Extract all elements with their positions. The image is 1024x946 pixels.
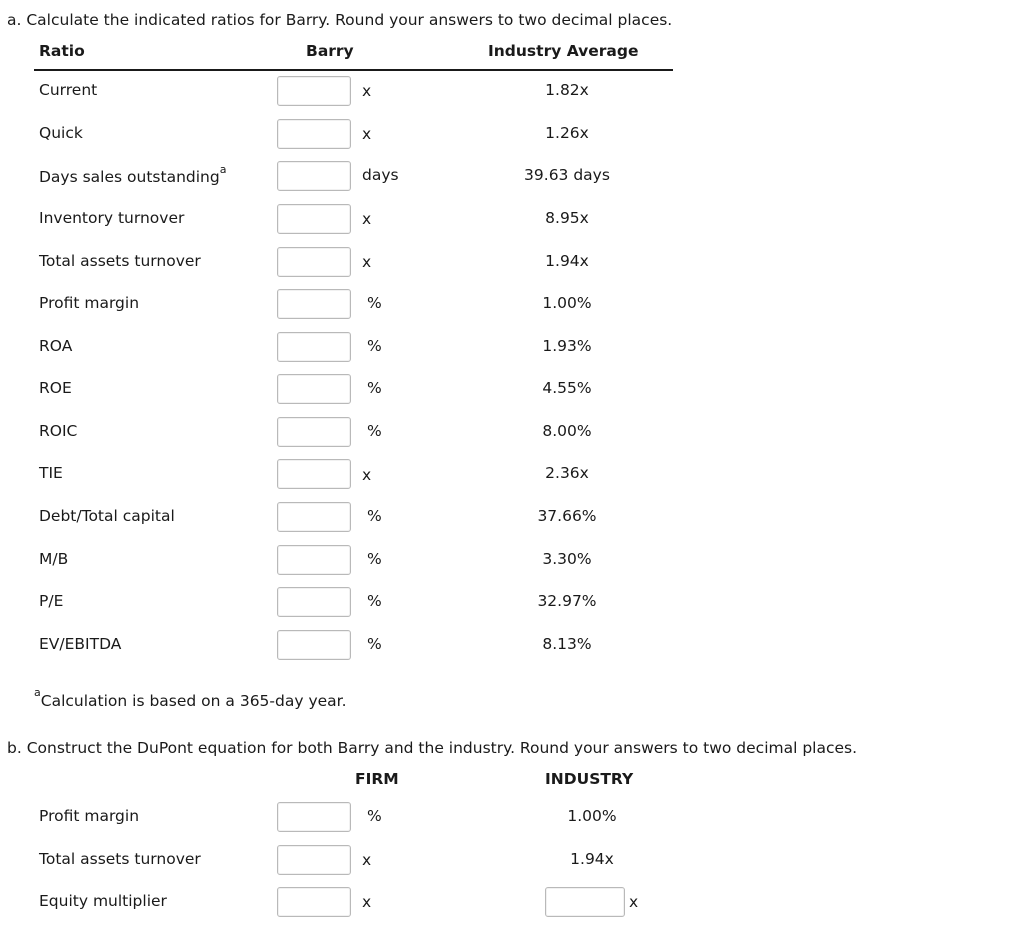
industry-value: 1.00% (567, 807, 617, 825)
ratio-label-current: Current (39, 81, 98, 99)
unit-label: x (629, 893, 639, 911)
firm-total-assets-turnover-input[interactable] (277, 845, 351, 875)
barry-ev-ebitda-input[interactable] (277, 630, 351, 660)
dupont-label-equity-multiplier: Equity multiplier (39, 892, 167, 910)
unit-label: x (362, 125, 372, 143)
industry-value: 37.66% (537, 507, 597, 525)
firm-equity-multiplier-input[interactable] (277, 887, 351, 917)
barry-roe-input[interactable] (277, 374, 351, 404)
industry-value: 1.82x (545, 81, 589, 99)
barry-m-b-input[interactable] (277, 545, 351, 575)
barry-p-e-input[interactable] (277, 587, 351, 617)
industry-value: 32.97% (537, 592, 597, 610)
unit-label: % (367, 507, 382, 525)
unit-label: % (367, 807, 382, 825)
industry-value: 39.63 days (524, 166, 610, 184)
unit-label: % (367, 635, 382, 653)
industry-value: 4.55% (542, 379, 592, 397)
unit-label: x (362, 210, 372, 228)
footnote: $^a$Calculation is based on a 365-day year. (34, 686, 347, 711)
industry-value: 1.00% (542, 294, 592, 312)
ratio-label-roic: ROIC (39, 422, 78, 440)
barry-roa-input[interactable] (277, 332, 351, 362)
firm-profit-margin-input[interactable] (277, 802, 351, 832)
industry-equity-multiplier-input[interactable] (545, 887, 625, 917)
barry-inventory-turnover-input[interactable] (277, 204, 351, 234)
ratio-label-p-e: P/E (39, 592, 64, 610)
unit-label: x (362, 253, 372, 271)
part-b-question: b. Construct the DuPont equation for both Barry and the industry. Round your answers to two decimal places. (7, 739, 858, 757)
part-a-question: a. Calculate the indicated ratios for Barry. Round your answers to two decimal places. (7, 11, 673, 29)
industry-value: 8.13% (542, 635, 592, 653)
dupont-label-total-assets-turnover: Total assets turnover (39, 850, 201, 868)
ratio-label-inventory-turnover: Inventory turnover (39, 209, 185, 227)
unit-label: x (362, 466, 372, 484)
footnote-marker: a (34, 686, 41, 699)
industry-value: 8.95x (545, 209, 589, 227)
barry-quick-input[interactable] (277, 119, 351, 149)
ratio-label-days-sales-outstanding: Days sales outstanding$^a$ (39, 163, 227, 187)
ratio-label-debt-total-capital: Debt/Total capital (39, 507, 175, 525)
unit-label: % (367, 379, 382, 397)
industry-column-header: INDUSTRY (545, 770, 634, 788)
barry-profit-margin-input[interactable] (277, 289, 351, 319)
barry-current-input[interactable] (277, 76, 351, 106)
industry-value: 1.94x (545, 252, 589, 270)
industry-value: 1.93% (542, 337, 592, 355)
barry-total-assets-turnover-input[interactable] (277, 247, 351, 277)
industry-value: 8.00% (542, 422, 592, 440)
unit-label: x (362, 893, 372, 911)
footnote-marker: a (219, 163, 227, 176)
barry-column-header: Barry (306, 42, 354, 60)
ratio-label-quick: Quick (39, 124, 83, 142)
industry-average-column-header: Industry Average (488, 42, 639, 60)
industry-value: 1.94x (570, 850, 614, 868)
ratio-label-m-b: M/B (39, 550, 69, 568)
unit-label: x (362, 851, 372, 869)
ratio-label-tie: TIE (39, 464, 63, 482)
ratio-label-roa: ROA (39, 337, 73, 355)
unit-label: % (367, 592, 382, 610)
dupont-label-profit-margin: Profit margin (39, 807, 140, 825)
ratio-label-ev-ebitda: EV/EBITDA (39, 635, 122, 653)
unit-label: x (362, 82, 372, 100)
header-divider (34, 69, 673, 71)
barry-dso-input[interactable] (277, 161, 351, 191)
unit-label: % (367, 294, 382, 312)
industry-value: 1.26x (545, 124, 589, 142)
barry-roic-input[interactable] (277, 417, 351, 447)
barry-tie-input[interactable] (277, 459, 351, 489)
firm-column-header: FIRM (355, 770, 399, 788)
ratio-column-header: Ratio (39, 42, 85, 60)
barry-debt-total-capital-input[interactable] (277, 502, 351, 532)
industry-value: 2.36x (545, 464, 589, 482)
ratio-label-total-assets-turnover: Total assets turnover (39, 252, 201, 270)
unit-label: % (367, 422, 382, 440)
ratio-label-profit-margin: Profit margin (39, 294, 140, 312)
unit-label: % (367, 550, 382, 568)
unit-label: % (367, 337, 382, 355)
ratio-label-roe: ROE (39, 379, 72, 397)
industry-value: 3.30% (542, 550, 592, 568)
unit-label: days (362, 166, 399, 184)
